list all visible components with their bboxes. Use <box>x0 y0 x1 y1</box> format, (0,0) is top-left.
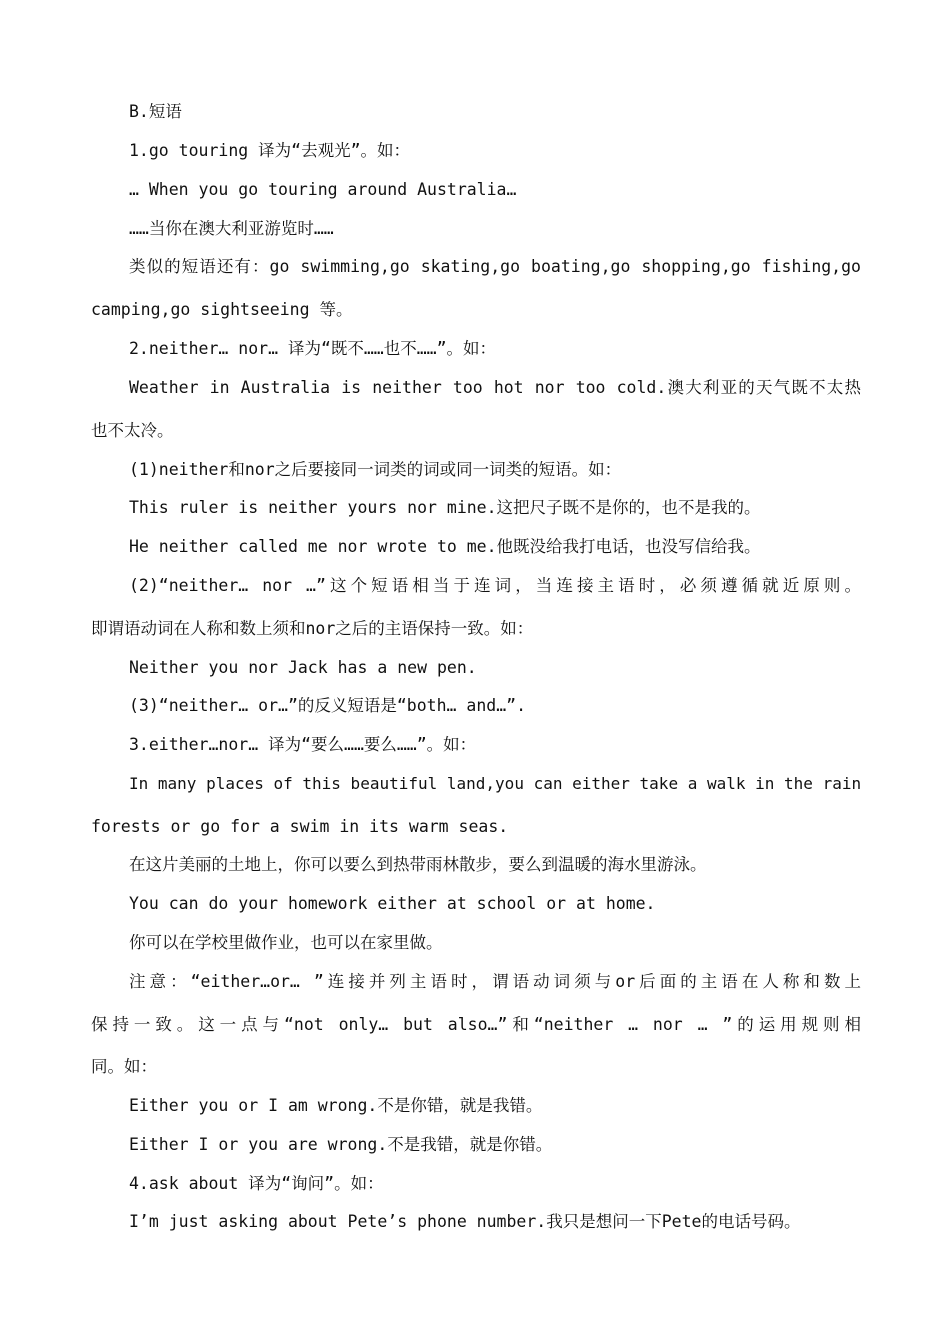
paragraph-line: 保持一致。这一点与“not only… but also…”和“neither … nor … ”的运用规则相 <box>91 1015 861 1034</box>
paragraph-line: (2)“neither… nor …”这个短语相当于连词，当连接主语时，必须遵循就近原则。 <box>129 576 861 595</box>
example-sentence: He neither called me nor wrote to me.他既没给我打电话，也没写信给我。 <box>129 537 761 556</box>
paragraph-line: In many places of this beautiful land,you can either take a walk in the rain <box>129 774 862 793</box>
paragraph-line: camping,go sightseeing 等。 <box>91 300 353 319</box>
example-sentence: … When you go touring around Australia… <box>129 180 517 199</box>
example-sentence: This ruler is neither yours nor mine.这把尺子既不是你的，也不是我的。 <box>129 498 761 517</box>
paragraph-line: 即谓语动词在人称和数上须和nor之后的主语保持一致。如： <box>91 619 534 638</box>
paragraph-line: 注意：“either…or… ”连接并列主语时，谓语动词须与or后面的主语在人称和数上 <box>129 972 861 991</box>
item-heading: 4.ask about 译为“询问”。如： <box>129 1174 384 1193</box>
note-line: (1)neither和nor之后要接同一词类的词或同一词类的短语。如： <box>129 460 622 479</box>
example-sentence: Either I or you are wrong.不是我错，就是你错。 <box>129 1135 553 1154</box>
item-heading: 2.neither… nor… 译为“既不……也不……”。如： <box>129 339 497 358</box>
example-translation: 你可以在学校里做作业，也可以在家里做。 <box>129 933 443 952</box>
example-translation: ……当你在澳大利亚游览时…… <box>129 219 334 238</box>
item-heading: 3.either…nor… 译为“要么……要么……”。如： <box>129 735 477 754</box>
paragraph-line: forests or go for a swim in its warm seas. <box>91 817 509 836</box>
example-sentence: I’m just asking about Pete’s phone number.我只是想问一下Pete的电话号码。 <box>129 1212 801 1231</box>
item-heading: 1.go touring 译为“去观光”。如： <box>129 141 411 160</box>
paragraph-line: 类似的短语还有：go swimming,go skating,go boating,go shopping,go fishing,go <box>129 257 861 276</box>
paragraph-line: 也不太冷。 <box>91 421 174 440</box>
example-sentence: Neither you nor Jack has a new pen. <box>129 658 477 677</box>
section-heading: B.短语 <box>129 102 182 121</box>
paragraph-line: 同。如： <box>91 1057 157 1076</box>
paragraph-line: Weather in Australia is neither too hot nor too cold.澳大利亚的天气既不太热 <box>129 378 861 397</box>
example-translation: 在这片美丽的土地上，你可以要么到热带雨林散步，要么到温暖的海水里游泳。 <box>129 855 707 874</box>
example-sentence: Either you or I am wrong.不是你错，就是我错。 <box>129 1096 543 1115</box>
example-sentence: You can do your homework either at school or at home. <box>129 894 656 913</box>
note-line: (3)“neither… or…”的反义短语是“both… and…”. <box>129 696 527 715</box>
